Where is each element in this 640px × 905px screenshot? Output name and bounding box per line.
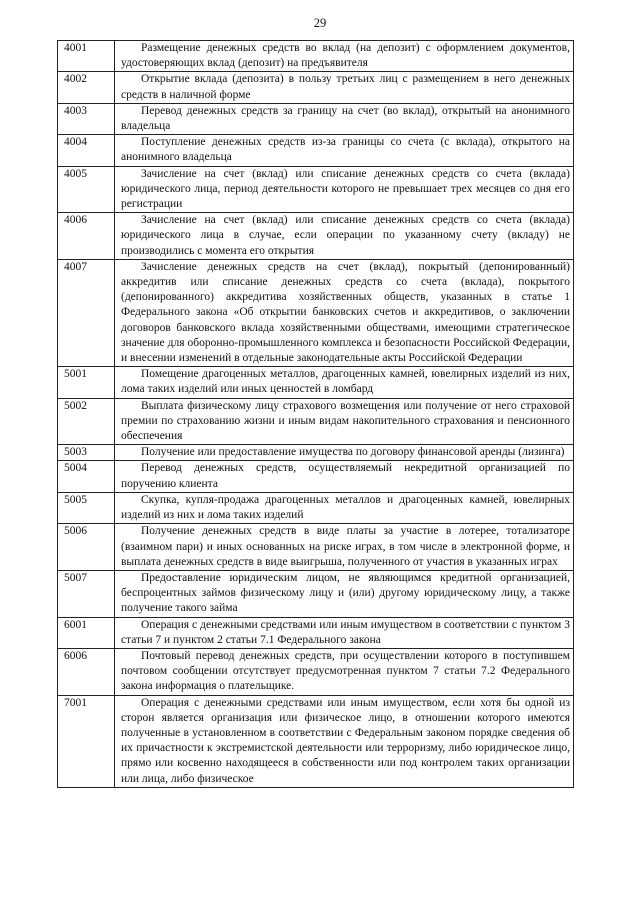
operation-description: Получение денежных средств в виде платы за участие в лотерее, тотализаторе (взаимном пари) и иных основанных на риске играх, в том числе в электронной форме, и выплата денежных средств в виде выигрыша, полученного от участия в указанных играх	[115, 524, 574, 571]
operation-description: Зачисление денежных средств на счет (вклад), покрытый (депонированный) аккредитив или списание денежных средств со счета (вклада), покрытого (депонированного) аккредитива хозяйственных обществ, указанных в статье 1 Федерального закона «Об открытии банковских счетов и аккредитивов, о заключении договоров банковского вклада хозяйственными обществами, имеющими стратегическое значение для оборонно-промышленного комплекса и безопасности Российской Федерации, и внесении изменений в отдельные законодательные акты Российской Федерации	[115, 259, 574, 366]
operation-description: Операция с денежными средствами или иным имуществом в соответствии с пунктом 3 статьи 7 и пунктом 2 статьи 7.1 Федерального закона	[115, 617, 574, 648]
table-row	[58, 259, 574, 366]
operation-codes-table	[57, 40, 574, 788]
operation-description: Скупка, купля-продажа драгоценных металлов и драгоценных камней, ювелирных изделий из них и лома таких изделий	[115, 492, 574, 523]
table-row	[58, 103, 574, 134]
operation-code: 4003	[58, 103, 115, 134]
operation-code: 5001	[58, 367, 115, 398]
operation-code: 7001	[58, 695, 115, 787]
table-row	[58, 695, 574, 787]
operation-code: 5005	[58, 492, 115, 523]
operation-code: 6001	[58, 617, 115, 648]
table-row	[58, 570, 574, 617]
operation-code: 4006	[58, 213, 115, 260]
page-number: 29	[313, 16, 327, 30]
table-row	[58, 41, 574, 72]
operation-description: Получение или предоставление имущества по договору финансовой аренды (лизинга)	[115, 445, 574, 461]
table-row	[58, 398, 574, 445]
operation-code: 4002	[58, 72, 115, 103]
table-row	[58, 461, 574, 492]
operation-code: 5002	[58, 398, 115, 445]
operation-description: Зачисление на счет (вклад) или списание денежных средств со счета (вклада) юридического лица, период деятельности которого не превышает трех месяцев со дня его регистрации	[115, 166, 574, 213]
table-row	[58, 648, 574, 695]
operation-description: Поступление денежных средств из-за границы со счета (с вклада), открытого на анонимного владельца	[115, 135, 574, 166]
operation-description: Размещение денежных средств во вклад (на депозит) с оформлением документов, удостоверяющих вклад (депозит) на предъявителя	[115, 41, 574, 72]
operation-description: Операция с денежными средствами или иным имуществом, если хотя бы одной из сторон является организация или физическое лицо, в отношении которого имеются полученные в установленном в соответствии с Федеральным законом порядке сведения об их причастности к экстремистской деятельности или терроризму, либо юридическое лицо, прямо или косвенно находящееся в собственности или под контролем таких организации или лица, либо физическое	[115, 695, 574, 787]
operation-code: 4001	[58, 41, 115, 72]
operation-code: 5006	[58, 524, 115, 571]
table-row	[58, 135, 574, 166]
operation-description: Зачисление на счет (вклад) или списание денежных средств со счета (вклада) юридического лица в случае, если операции по указанному счету (вкладу) не производились с момента его открытия	[115, 213, 574, 260]
operation-description: Перевод денежных средств за границу на счет (во вклад), открытый на анонимного владельца	[115, 103, 574, 134]
operation-description: Перевод денежных средств, осуществляемый некредитной организацией по поручению клиента	[115, 461, 574, 492]
operation-description: Помещение драгоценных металлов, драгоценных камней, ювелирных изделий из них, лома таких изделий или иных ценностей в ломбард	[115, 367, 574, 398]
operation-code: 4004	[58, 135, 115, 166]
table-row	[58, 492, 574, 523]
operation-code: 5003	[58, 445, 115, 461]
operation-description: Почтовый перевод денежных средств, при осуществлении которого в поступившем почтовом сообщении отсутствует предусмотренная пунктом 7 статьи 7.2 Федерального закона информация о плательщике.	[115, 648, 574, 695]
operation-description: Открытие вклада (депозита) в пользу третьих лиц с размещением в него денежных средств в наличной форме	[115, 72, 574, 103]
operation-code: 5004	[58, 461, 115, 492]
table-body	[58, 41, 574, 788]
table-row	[58, 367, 574, 398]
table-row	[58, 524, 574, 571]
operation-code: 4005	[58, 166, 115, 213]
operation-code: 6006	[58, 648, 115, 695]
table-row	[58, 72, 574, 103]
table-row	[58, 166, 574, 213]
operation-description: Предоставление юридическим лицом, не являющимся кредитной организацией, беспроцентных займов физическому лицу и (или) другому юридическому лицу, а также получение такого займа	[115, 570, 574, 617]
table-row	[58, 213, 574, 260]
operation-description: Выплата физическому лицу страхового возмещения или получение от него страховой премии по страхованию жизни и иным видам накопительного страхования и пенсионного обеспечения	[115, 398, 574, 445]
operation-code: 5007	[58, 570, 115, 617]
table-row	[58, 445, 574, 461]
table-row	[58, 617, 574, 648]
operation-code: 4007	[58, 259, 115, 366]
